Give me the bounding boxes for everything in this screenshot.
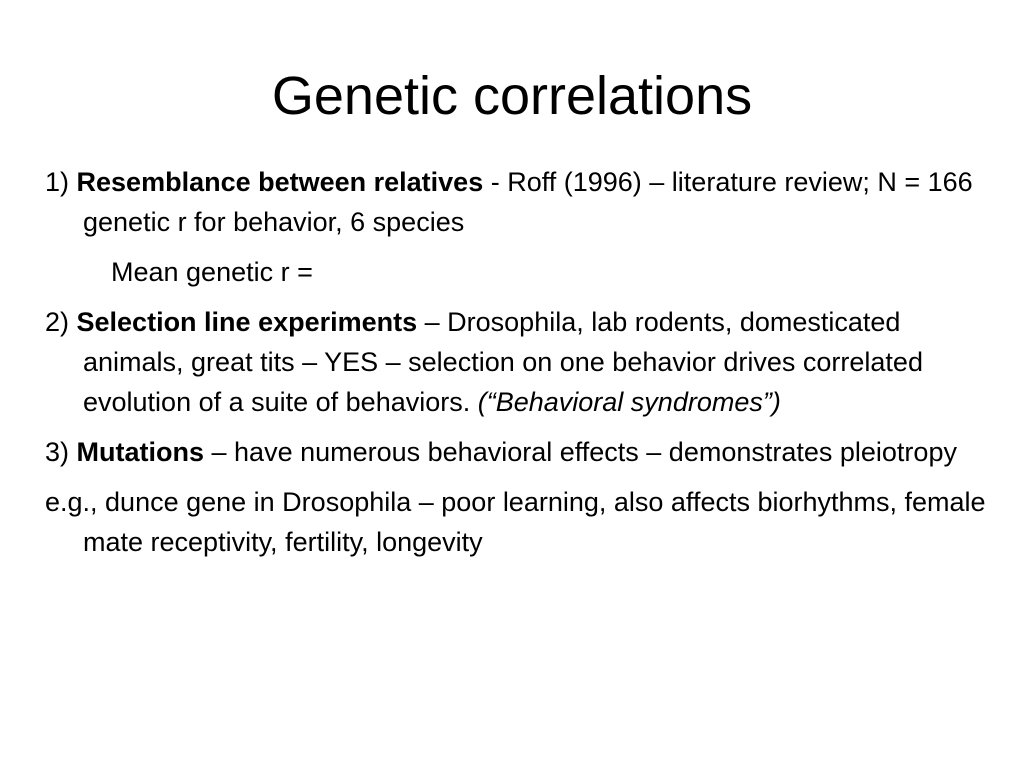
- point-text: Mean genetic r =: [111, 257, 313, 287]
- point-heading: Mutations: [76, 437, 205, 467]
- point-number: 3): [45, 437, 77, 467]
- point-heading: Resemblance between relatives: [76, 167, 484, 197]
- point-text: e.g., dunce gene in Drosophila – poor learning, also affects biorhythms, female mate receptivity, fertility, longevity: [45, 487, 986, 557]
- point-number: 1): [45, 167, 77, 197]
- point-resemblance: [45, 162, 990, 242]
- point-text: - Roff (1996) – literature review; N = 166 genetic r for behavior, 6 species: [83, 167, 973, 237]
- slide-body: [45, 162, 990, 572]
- point-mutations: [45, 432, 990, 472]
- point-mean-genetic-r: [45, 252, 990, 292]
- point-example-dunce: [45, 482, 990, 562]
- point-selection-lines: [45, 302, 990, 422]
- point-heading: Selection line experiments: [76, 307, 418, 337]
- point-number: 2): [45, 307, 77, 337]
- slide-title: Genetic correlations: [271, 66, 753, 126]
- point-text: – have numerous behavioral effects – demonstrates pleiotropy: [204, 437, 957, 467]
- point-text: – Drosophila, lab rodents, domesticated animals, great tits – YES – selection on one behavior drives correlated evolution of a suite of behaviors.: [83, 307, 923, 417]
- point-italic-note: (“Behavioral syndromes”): [477, 387, 781, 417]
